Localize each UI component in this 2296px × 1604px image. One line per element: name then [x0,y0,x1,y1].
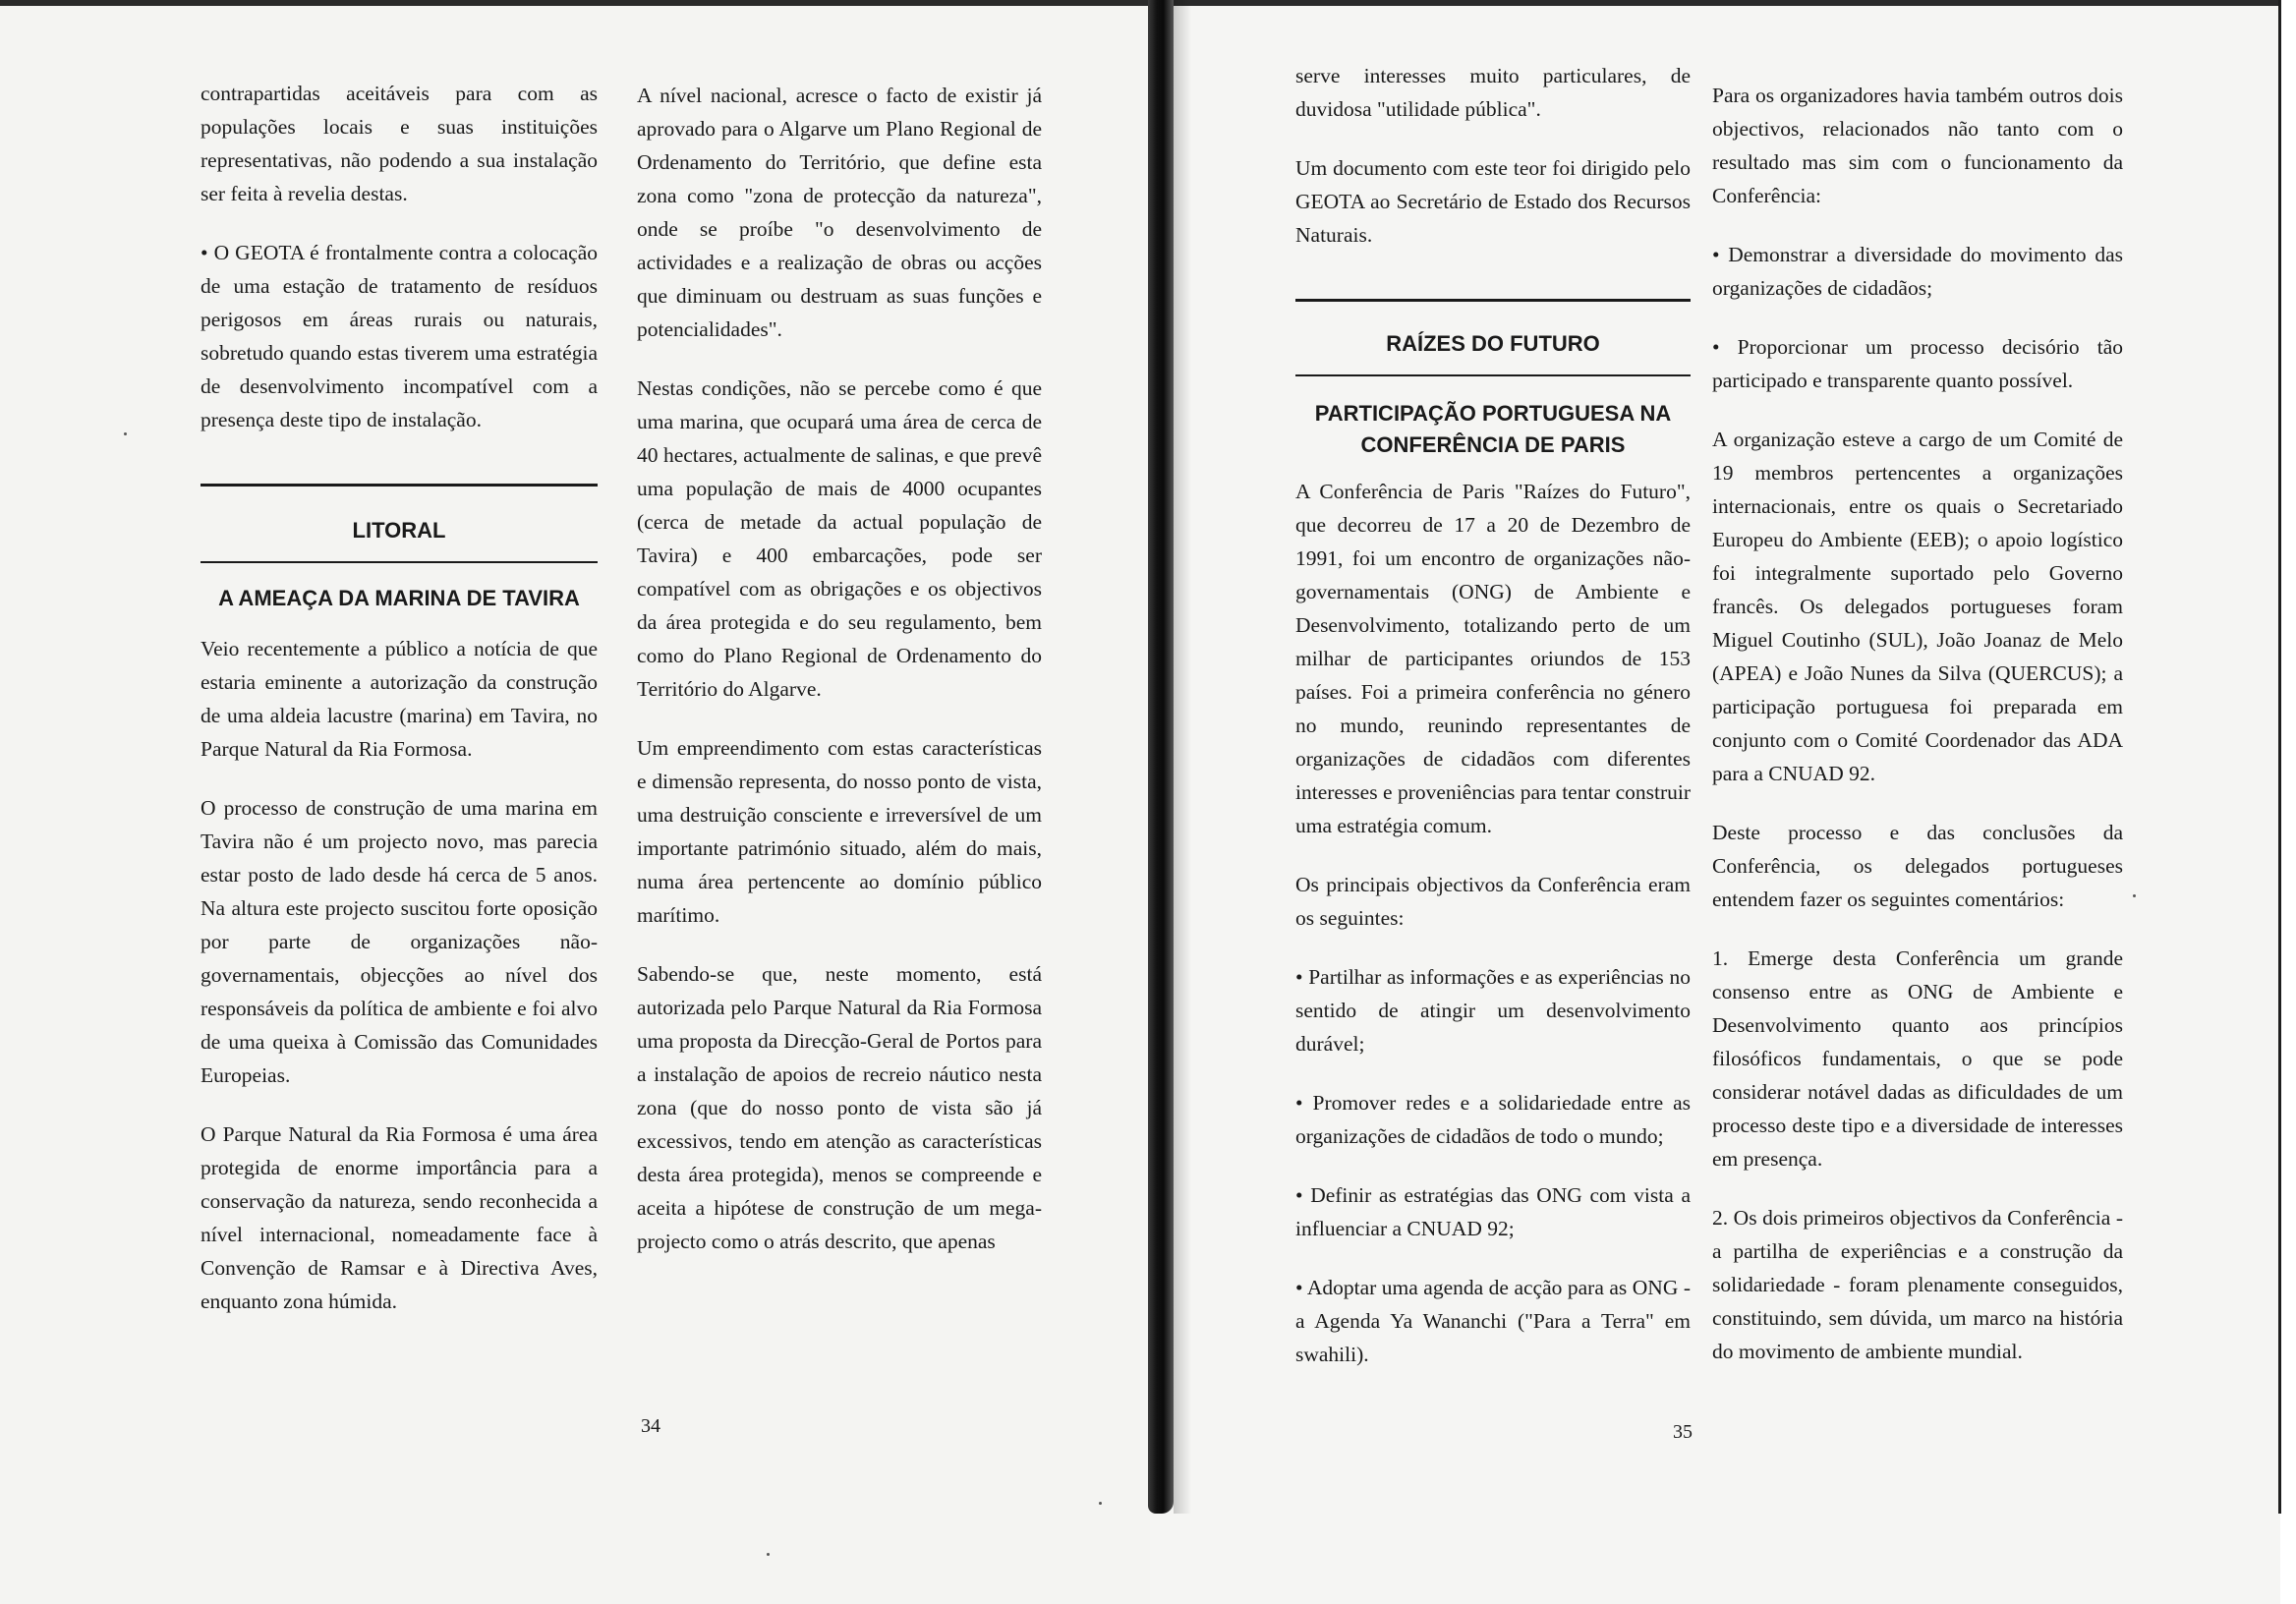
bullet-paragraph: • Adoptar uma agenda de acção para as ONG - a Agenda Ya Wananchi ("Para a Terra" em swahili). [1295,1276,1691,1366]
paragraph: Nestas condições, não se percebe como é que uma marina, que ocupará uma área de cerca de 40 hectares, actualmente de salinas, e que prevê uma população de mais de 4000 ocupantes (cerca de metade da actual população de Tavira) e 400 embarcações, pode ser compatível com as obrigações e os objectivos da área protegida e do seu regulamento, bem como do Plano Regional de Ordenamento do Território do Algarve. [637,376,1042,701]
bullet-paragraph: • O GEOTA é frontalmente contra a colocação de uma estação de tratamento de resíduos perigosos em áreas rurais ou naturais, sobretudo quando estas tiverem uma estratégia de desenvolvimento incompatível com a presença deste tipo de instalação. [201,241,598,431]
paragraph: serve interesses muito particulares, de duvidosa "utilidade pública". [1295,64,1691,121]
page-number-right: 35 [1673,1421,1693,1443]
scan-speck [767,1553,770,1556]
paragraph: Um documento com este teor foi dirigido pelo GEOTA ao Secretário de Estado dos Recursos Naturais. [1295,156,1691,247]
paragraph: A organização esteve a cargo de um Comité de 19 membros pertencentes a organizações internacionais, entre os quais o Secretariado Europeu do Ambiente (EEB); o apoio logístico foi integralmente suportado pelo Governo francês. Os delegados portugueses foram Miguel Coutinho (SUL), João Joanaz de Melo (APEA) e João Nunes da Silva (QUERCUS); a participação portuguesa foi preparada em conjunto com o Comité Coordenador das ADA para a CNUAD 92. [1712,428,2123,785]
paragraph: A Conferência de Paris "Raízes do Futuro", que decorreu de 17 a 20 de Dezembro de 1991, foi um encontro de organizações não-governamentais (ONG) de Ambiente e Desenvolvimento, totalizando perto de um milhar de participantes oriundos de 153 países. Foi a primeira conferência no género no mundo, reunindo representantes de organizações de cidadãos com diferentes interesses e proveniências para tentar construir uma estratégia comum. [1295,480,1691,837]
left-page-column-2 [637,79,1042,1284]
paragraph: Um empreendimento com estas características e dimensão representa, do nosso ponto de vista, uma destruição consciente e irreversível de um importante património situado, além do mais, numa área pertencente ao domínio público marítimo. [637,736,1042,927]
right-page-edge [2278,0,2281,1514]
paragraph: A nível nacional, acresce o facto de existir já aprovado para o Algarve um Plano Regional de Ordenamento do Território, que define esta zona como "zona de protecção da natureza", onde se proíbe "o desenvolvimento de actividades e a realização de obras ou acções que diminuam ou destruam as suas funções e potencialidades". [637,84,1042,341]
paragraph: Deste processo e das conclusões da Conferência, os delegados portugueses entendem fazer os seguintes comentários: [1712,821,2123,911]
bullet-paragraph: • Proporcionar um processo decisório tão participado e transparente quanto possível. [1712,335,2123,392]
left-page-column-1 [201,77,598,1344]
paragraph: Os principais objectivos da Conferência eram os seguintes: [1295,873,1691,930]
paragraph: contrapartidas aceitáveis para com as populações locais e suas instituições representativas, não podendo a sua instalação ser feita à revelia destas. [201,82,598,205]
scan-speck [124,432,127,435]
gutter-shadow [1174,0,1191,1514]
paragraph: O processo de construção de uma marina em Tavira não é um projecto novo, mas parecia estar posto de lado desde há cerca de 5 anos. Na altura este projecto suscitou forte oposição por parte de organizações não-governamentais, objecções ao nível dos responsáveis da política de ambiente e foi alvo de uma queixa à Comissão das Comunidades Europeias. [201,796,598,1087]
bullet-paragraph: • Demonstrar a diversidade do movimento das organizações de cidadãos; [1712,243,2123,300]
right-page-column-1 [1295,59,1691,1397]
bullet-paragraph: • Promover redes e a solidariedade entre as organizações de cidadãos de todo o mundo; [1295,1091,1691,1148]
scan-speck [1099,1502,1102,1505]
bullet-paragraph: • Definir as estratégias das ONG com vista a influenciar a CNUAD 92; [1295,1183,1691,1240]
article-title: PARTICIPAÇÃO PORTUGUESA NA CONFERÊNCIA DE PARIS [1314,401,1672,457]
page-number-left: 34 [641,1415,660,1437]
article-title: A AMEAÇA DA MARINA DE TAVIRA [218,586,580,610]
section-title: LITORAL [352,518,446,543]
bullet-paragraph: • Partilhar as informações e as experiências no sentido de atingir um desenvolvimento durável; [1295,965,1691,1056]
section-title: RAÍZES DO FUTURO [1386,331,1600,356]
book-gutter [1148,0,1174,1514]
paragraph: Sabendo-se que, neste momento, está autorizada pelo Parque Natural da Ria Formosa uma proposta da Direcção-Geral de Portos para a instalação de apoios de recreio náutico nesta zona (que do nosso ponto de vista são já excessivos, tendo em atenção as características desta área protegida), menos se compreende e aceita a hipótese de construção de um mega-projecto como o atrás descrito, que apenas [637,962,1042,1253]
right-margin [2280,0,2296,1604]
paragraph: 2. Os dois primeiros objectivos da Conferência - a partilha de experiências e a construção da solidariedade - foram plenamente conseguidos, constituindo, sem dúvida, um marco na história do movimento de ambiente mundial. [1712,1206,2123,1363]
scan-speck [2133,894,2136,897]
paragraph: Para os organizadores havia também outros dois objectivos, relacionados não tanto com o resultado mas sim com o funcionamento da Conferência: [1712,84,2123,207]
paragraph: O Parque Natural da Ria Formosa é uma área protegida de enorme importância para a conservação da natureza, sendo reconhecida a nível internacional, nomeadamente face à Convenção de Ramsar e à Directiva Aves, enquanto zona húmida. [201,1122,598,1313]
right-page-column-2 [1712,79,2123,1394]
paragraph: 1. Emerge desta Conferência um grande consenso entre as ONG de Ambiente e Desenvolvimento quanto aos princípios filosóficos fundamentais, o que se pode considerar notável dadas as dificuldades de um processo deste tipo e a diversidade de interesses em presença. [1712,946,2123,1171]
paragraph: Veio recentemente a público a notícia de que estaria eminente a autorização da construção de uma aldeia lacustre (marina) em Tavira, no Parque Natural da Ria Formosa. [201,637,598,761]
